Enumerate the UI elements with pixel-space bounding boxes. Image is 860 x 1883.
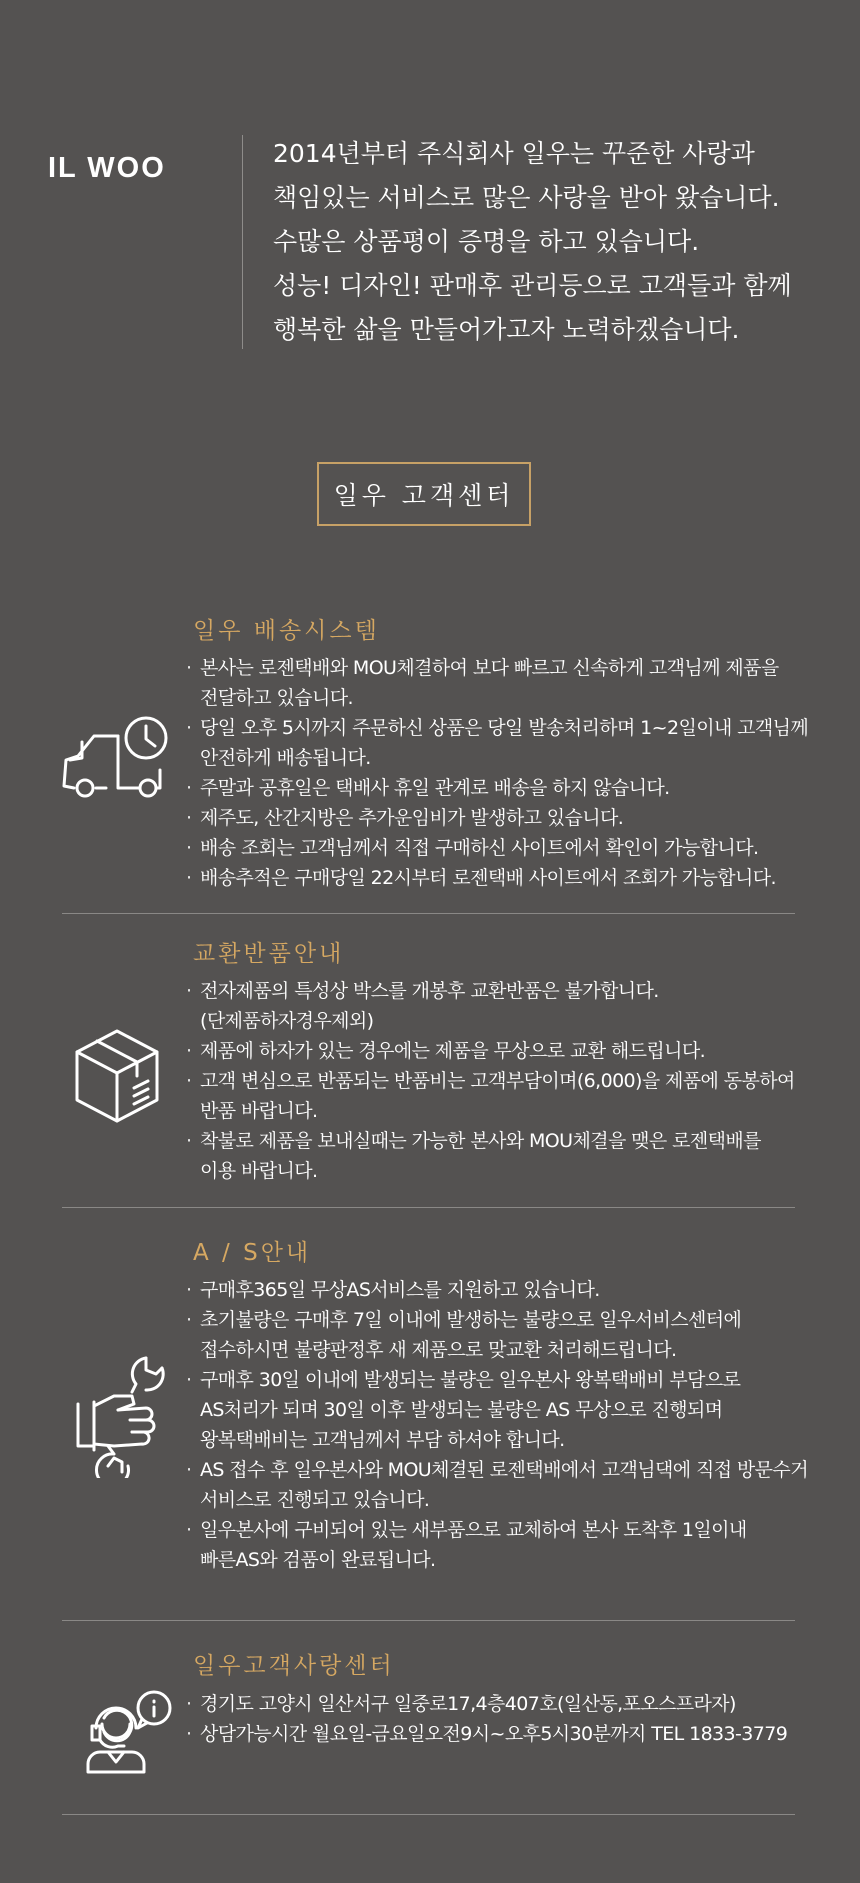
delivery-truck-clock-icon: [60, 716, 170, 802]
hand-wrench-icon: [74, 1354, 170, 1482]
list-item: · 구매후 30일 이내에 발생되는 불량은 일우본사 왕복택배비 부담으로 AS처리가 되며 30일 이후 발생되는 불량은 AS 무상으로 진행되며 왕복택배비는 고객님께서 부담 하셔야 합니다.: [186, 1369, 741, 1451]
section-delivery-title: 일우 배송시스템: [193, 618, 380, 644]
section-exchange-list: [186, 976, 795, 1186]
list-item: · AS 접수 후 일우본사와 MOU체결된 로젠택배에서 고객님댁에 직접 방문수거 서비스로 진행되고 있습니다.: [186, 1459, 808, 1511]
section-as-list: [186, 1275, 808, 1575]
intro-line: 책임있는 서비스로 많은 사랑을 받아 왔습니다.: [273, 183, 780, 212]
intro-line: 성능! 디자인! 판매후 관리등으로 고객들과 함께: [273, 271, 792, 300]
section-support-list: [186, 1689, 787, 1749]
list-item: · 배송추적은 구매당일 22시부터 로젠택배 사이트에서 조회가 가능합니다.: [186, 867, 776, 889]
brand-logo: IL WOO: [48, 152, 166, 184]
list-item: · 전자제품의 특성상 박스를 개봉후 교환반품은 불가합니다. (단제품하자경우제외): [186, 980, 659, 1032]
intro-line: 행복한 삶을 만들어가고자 노력하겠습니다.: [273, 315, 740, 344]
list-item: · 경기도 고양시 일산서구 일중로17,4층407호(일산동,포오스프라자): [186, 1693, 736, 1715]
list-item: · 본사는 로젠택배와 MOU체결하여 보다 빠르고 신속하게 고객님께 제품을 전달하고 있습니다.: [186, 657, 779, 709]
list-item: · 상담가능시간 월요일-금요일오전9시~오후5시30분까지 TEL 1833-3779: [186, 1723, 788, 1745]
customer-support-headset-icon: [82, 1688, 178, 1778]
section-divider: [62, 1207, 795, 1208]
list-item: · 주말과 공휴일은 택배사 휴일 관계로 배송을 하지 않습니다.: [186, 777, 670, 799]
list-item: · 일우본사에 구비되어 있는 새부품으로 교체하여 본사 도착후 1일이내 빠른AS와 검품이 완료됩니다.: [186, 1519, 747, 1571]
list-item: · 제품에 하자가 있는 경우에는 제품을 무상으로 교환 해드립니다.: [186, 1040, 706, 1062]
customer-center-box: 일우 고객센터: [317, 462, 531, 526]
list-item: · 배송 조회는 고객님께서 직접 구매하신 사이트에서 확인이 가능합니다.: [186, 837, 759, 859]
intro-text: [273, 132, 833, 352]
section-delivery-list: [186, 653, 808, 893]
section-exchange-title: 교환반품안내: [193, 941, 345, 967]
list-item: · 초기불량은 구매후 7일 이내에 발생하는 불량으로 일우서비스센터에 접수하시면 불량판정후 새 제품으로 맞교환 처리해드립니다.: [186, 1309, 742, 1361]
list-item: · 제주도, 산간지방은 추가운임비가 발생하고 있습니다.: [186, 807, 624, 829]
section-divider: [62, 1620, 795, 1621]
list-item: · 당일 오후 5시까지 주문하신 상품은 당일 발송처리하며 1~2일이내 고객님께 안전하게 배송됩니다.: [186, 717, 809, 769]
list-item: · 구매후365일 무상AS서비스를 지원하고 있습니다.: [186, 1279, 600, 1301]
box-package-icon: [72, 1026, 162, 1130]
list-item: · 착불로 제품을 보내실때는 가능한 본사와 MOU체결을 맺은 로젠택배를 이용 바랍니다.: [186, 1130, 761, 1182]
section-as-title: A / S안내: [193, 1240, 312, 1266]
intro-line: 수많은 상품평이 증명을 하고 있습니다.: [273, 227, 700, 256]
list-item: · 고객 변심으로 반품되는 반품비는 고객부담이며(6,000)을 제품에 동봉하여 반품 바랍니다.: [186, 1070, 795, 1122]
section-divider: [62, 913, 795, 914]
section-support-title: 일우고객사랑센터: [193, 1653, 395, 1679]
section-divider: [62, 1814, 795, 1815]
intro-divider: [242, 135, 243, 349]
intro-line: 2014년부터 주식회사 일우는 꾸준한 사랑과: [273, 139, 755, 168]
